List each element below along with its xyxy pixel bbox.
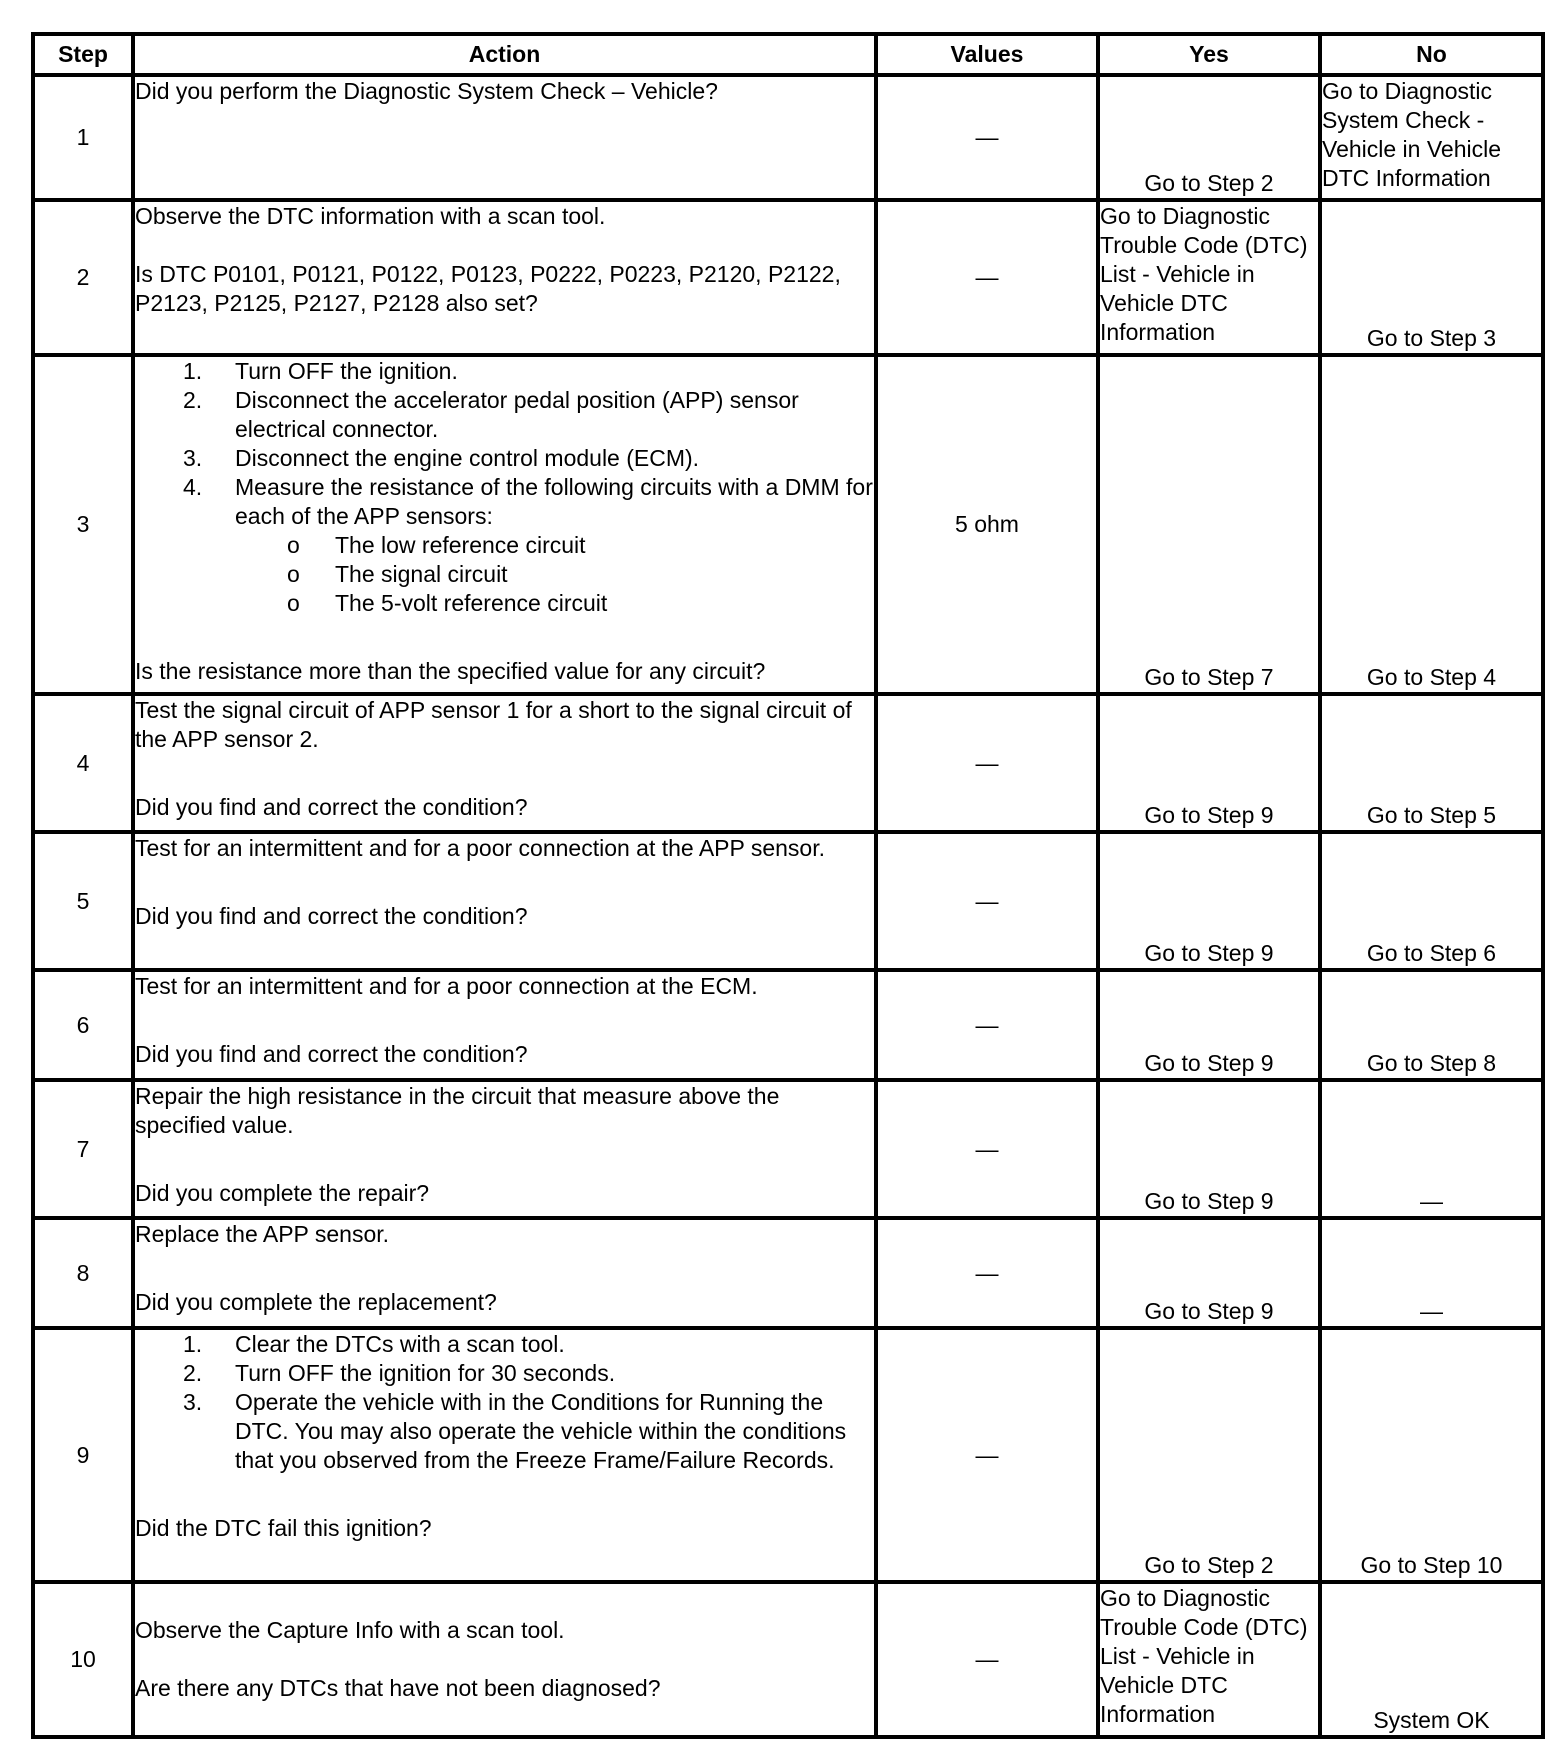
yes-cell: Go to Step 2	[1098, 1328, 1320, 1582]
diagnostic-table	[31, 32, 1545, 1739]
diagnostic-page	[31, 32, 1541, 1739]
action-text	[133, 1080, 876, 1218]
action-question: Did you complete the repair?	[135, 1180, 430, 1206]
value-cell: —	[876, 970, 1098, 1080]
action-text	[133, 1328, 876, 1582]
action-text	[133, 970, 876, 1080]
list-item: o The 5-volt reference circuit	[335, 589, 874, 618]
action-instruction: Observe the DTC information with a scan tool.	[135, 203, 606, 229]
yes-cell: Go to Diagnostic Trouble Code (DTC) List - Vehicle in Vehicle DTC Information	[1098, 1582, 1320, 1737]
action-question: Are there any DTCs that have not been diagnosed?	[135, 1675, 661, 1701]
yes-cell: Go to Step 9	[1098, 1080, 1320, 1218]
list-item: Disconnect the engine control module (ECM).	[235, 445, 700, 471]
no-cell: Go to Step 4	[1320, 355, 1543, 694]
no-cell: Go to Step 3	[1320, 200, 1543, 355]
yes-cell: Go to Step 9	[1098, 1218, 1320, 1328]
action-question: Did you find and correct the condition?	[135, 903, 528, 929]
action-text	[133, 1582, 876, 1737]
action-question: Is the resistance more than the specified value for any circuit?	[135, 658, 766, 684]
table-row	[33, 75, 1543, 200]
step-number: 4	[33, 694, 133, 832]
value-cell: —	[876, 75, 1098, 200]
table-row	[33, 200, 1543, 355]
action-instruction: Replace the APP sensor.	[135, 1221, 390, 1247]
no-cell: Go to Step 8	[1320, 970, 1543, 1080]
table-row	[33, 1218, 1543, 1328]
no-cell: System OK	[1320, 1582, 1543, 1737]
action-question: Did you complete the replacement?	[135, 1289, 497, 1315]
no-cell: Go to Step 6	[1320, 832, 1543, 970]
yes-cell: Go to Step 9	[1098, 832, 1320, 970]
value-cell: —	[876, 200, 1098, 355]
list-item: Operate the vehicle with in the Conditions for Running the DTC. You may also operate the vehicle within the conditions that you observed from the Freeze Frame/Failure Records.	[235, 1389, 847, 1473]
list-item: Disconnect the accelerator pedal position (APP) sensor electrical connector.	[235, 387, 799, 442]
header-row	[33, 34, 1543, 75]
step-number: 10	[33, 1582, 133, 1737]
action-instruction: Test for an intermittent and for a poor connection at the APP sensor.	[135, 835, 825, 861]
action-instruction: Did you perform the Diagnostic System Check – Vehicle?	[135, 78, 718, 104]
value-cell: 5 ohm	[876, 355, 1098, 694]
value-cell: —	[876, 1582, 1098, 1737]
action-instruction: Repair the high resistance in the circuit that measure above the specified value.	[135, 1083, 780, 1138]
table-row	[33, 1328, 1543, 1582]
table-row	[33, 832, 1543, 970]
list-item: Turn OFF the ignition for 30 seconds.	[235, 1360, 616, 1386]
action-text	[133, 355, 876, 694]
action-question: Is DTC P0101, P0121, P0122, P0123, P0222, P0223, P2120, P2122, P2123, P2125, P2127, P2128 also set?	[135, 261, 841, 316]
step-number: 8	[33, 1218, 133, 1328]
action-text	[133, 200, 876, 355]
table-row	[33, 970, 1543, 1080]
action-question: Did you find and correct the condition?	[135, 1041, 528, 1067]
step-number: 1	[33, 75, 133, 200]
header-step: Step	[33, 34, 133, 75]
step-number: 3	[33, 355, 133, 694]
action-instruction: Test for an intermittent and for a poor connection at the ECM.	[135, 973, 758, 999]
value-cell: —	[876, 1218, 1098, 1328]
action-question: Did the DTC fail this ignition?	[135, 1515, 432, 1541]
table-row	[33, 1080, 1543, 1218]
no-cell: Go to Diagnostic System Check - Vehicle in Vehicle DTC Information	[1320, 75, 1543, 200]
yes-cell: Go to Step 7	[1098, 355, 1320, 694]
header-no: No	[1320, 34, 1543, 75]
table-row	[33, 1582, 1543, 1737]
value-cell: —	[876, 1328, 1098, 1582]
action-text	[133, 694, 876, 832]
table-row	[33, 355, 1543, 694]
step-number: 7	[33, 1080, 133, 1218]
action-instruction: Test the signal circuit of APP sensor 1 for a short to the signal circuit of the APP sensor 2.	[135, 697, 852, 752]
action-question: Did you find and correct the condition?	[135, 794, 528, 820]
step-number: 6	[33, 970, 133, 1080]
list-item: Clear the DTCs with a scan tool.	[235, 1331, 565, 1357]
no-cell: Go to Step 10	[1320, 1328, 1543, 1582]
action-steps-list	[135, 357, 874, 531]
header-yes: Yes	[1098, 34, 1320, 75]
step-number: 9	[33, 1328, 133, 1582]
list-item: o The signal circuit	[335, 560, 874, 589]
action-text	[133, 832, 876, 970]
value-cell: —	[876, 694, 1098, 832]
yes-cell: Go to Step 9	[1098, 970, 1320, 1080]
no-cell: —	[1320, 1080, 1543, 1218]
yes-cell: Go to Diagnostic Trouble Code (DTC) List - Vehicle in Vehicle DTC Information	[1098, 200, 1320, 355]
header-values: Values	[876, 34, 1098, 75]
no-cell: —	[1320, 1218, 1543, 1328]
action-steps-list	[135, 1330, 874, 1475]
yes-cell: Go to Step 2	[1098, 75, 1320, 200]
step-number: 5	[33, 832, 133, 970]
list-item: Turn OFF the ignition.	[235, 358, 458, 384]
circuit-sublist	[135, 531, 874, 618]
value-cell: —	[876, 832, 1098, 970]
action-text	[133, 75, 876, 200]
list-item: Measure the resistance of the following circuits with a DMM for each of the APP sensors:	[235, 474, 873, 529]
yes-cell: Go to Step 9	[1098, 694, 1320, 832]
action-text	[133, 1218, 876, 1328]
list-item: o The low reference circuit	[335, 531, 874, 560]
value-cell: —	[876, 1080, 1098, 1218]
no-cell: Go to Step 5	[1320, 694, 1543, 832]
header-action: Action	[133, 34, 876, 75]
step-number: 2	[33, 200, 133, 355]
table-row	[33, 694, 1543, 832]
action-instruction: Observe the Capture Info with a scan tool.	[135, 1617, 565, 1643]
